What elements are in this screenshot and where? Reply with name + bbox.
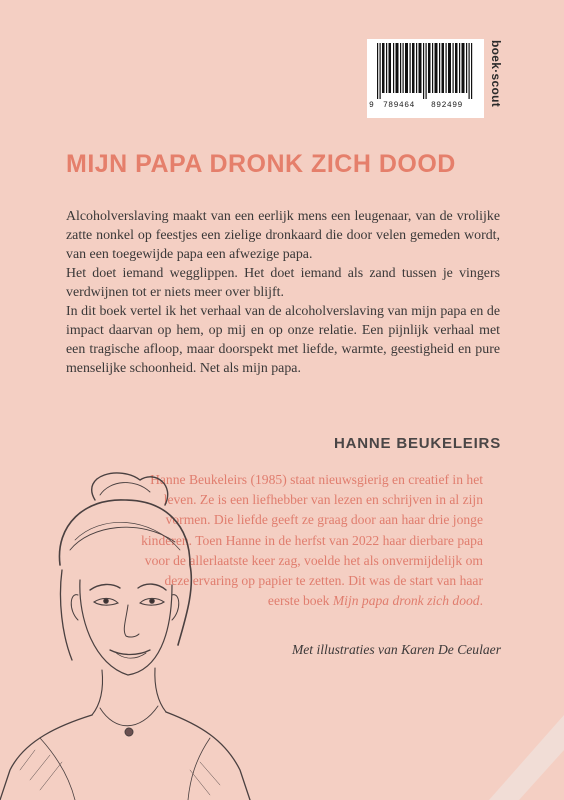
- author-portrait-sketch: [0, 470, 270, 800]
- decorative-stripe: [434, 680, 564, 800]
- illustration-credit: Met illustraties van Karen De Ceulaer: [291, 642, 501, 657]
- synopsis-paragraph: Het doet iemand wegglippen. Het doet iemand als zand tussen je vingers verdwijnen tot er niets meer over blijft.: [66, 266, 500, 300]
- author-name: HANNE BEUKELEIRS: [334, 435, 501, 452]
- synopsis-paragraph: In dit boek vertel ik het verhaal van de alcoholverslaving van mijn papa en de impact daarvan op hem, op mij en op onze relatie. Een pijnlijk verhaal met een tragische afloop, maar doorspekt met liefde, warmte, geestigheid en pure menselijke schoonheid. Net als mijn papa.: [66, 304, 500, 376]
- book-title: MIJN PAPA DRONK ZICH DOOD: [66, 150, 456, 178]
- isbn-barcode: [367, 39, 484, 118]
- barcode-digits-left: 789464: [383, 101, 415, 110]
- author-bio-text: Hanne Beukeleirs (1985) staat nieuwsgierig en creatief in het leven. Ze is een liefhebber van lezen en schrijven in al zijn vormen. Die liefde geeft ze graag door aan haar drie jonge kinderen. Toen Hanne in de herfst van 2022 haar dierbare papa voor de allerlaatste keer zag, voelde het als onvermijdelijk om deze ervaring op papier te zetten. Dit was de start van haar eerste boek: [141, 472, 483, 609]
- synopsis: [66, 207, 500, 378]
- barcode-bars: [375, 43, 477, 99]
- barcode-digit-first: 9: [369, 101, 375, 110]
- synopsis-paragraph: Alcoholverslaving maakt van een eerlijk mens een leugenaar, van de vrolijke zatte nonkel op feestjes een zielige dronkaard die door velen gemeden wordt, van een toegewijde papa een afwezige papa.: [66, 209, 500, 262]
- author-bio-end: .: [479, 593, 483, 609]
- barcode-digits-right: 892499: [431, 101, 463, 110]
- author-bio-book-title: Mijn papa dronk zich dood: [332, 593, 480, 609]
- publisher-logo: boek·scout: [489, 40, 503, 108]
